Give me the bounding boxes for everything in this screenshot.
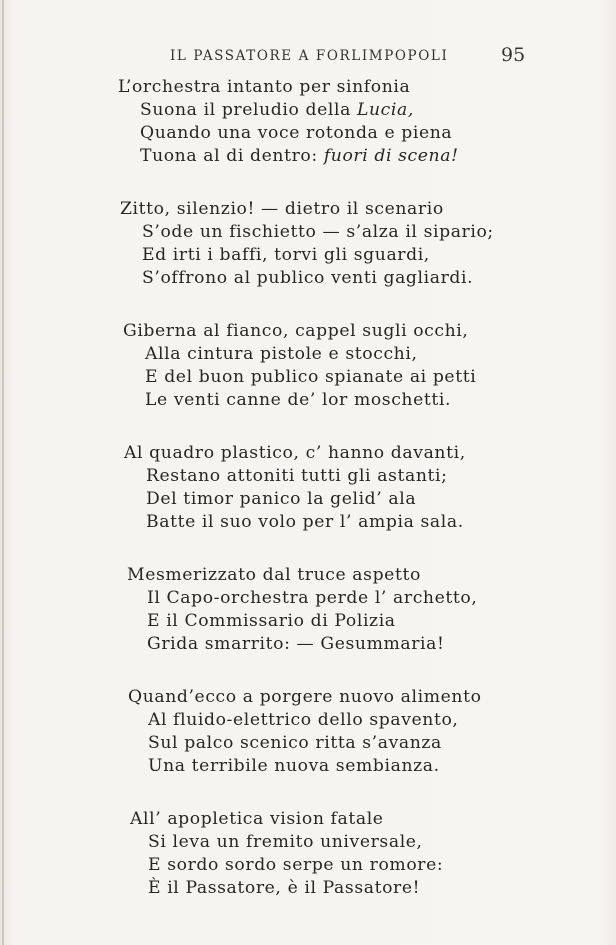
verse-line: Grida smarrito: — Gesummaria! <box>147 634 445 654</box>
page-header <box>0 44 616 68</box>
stanza-5 <box>0 564 616 656</box>
verse-line: All’ apopletica vision fatale <box>130 809 384 829</box>
stanza-6 <box>0 686 616 778</box>
stanza-7 <box>0 808 616 900</box>
verse-line: Giberna al fianco, cappel sugli occhi, <box>123 321 469 341</box>
verse-line: L’orchestra intanto per sinfonia <box>118 77 411 97</box>
verse-line: E il Commissario di Polizia <box>147 611 396 631</box>
verse-line: Alla cintura pistole e stocchi, <box>145 344 418 364</box>
verse-line: Una terribile nuova sembianza. <box>148 756 440 776</box>
poem-body <box>0 76 616 930</box>
verse-line: Quando una voce rotonda e piena <box>140 123 453 143</box>
verse-line: Sul palco scenico ritta s’avanza <box>148 733 442 753</box>
running-title: IL PASSATORE A FORLIMPOPOLI <box>170 48 449 64</box>
stanza-2 <box>0 198 616 290</box>
stanza-1 <box>0 76 616 168</box>
verse-line: È il Passatore, è il Passatore! <box>148 878 421 898</box>
verse-italic-text: fuori di scena! <box>323 146 459 166</box>
verse-text: Tuona al di dentro: <box>140 146 324 166</box>
stanza-3 <box>0 320 616 412</box>
verse-line: S’ode un fischietto — s’alza il sipario; <box>142 222 494 242</box>
verse-line: Restano attoniti tutti gli astanti; <box>146 466 448 486</box>
page-number: 95 <box>501 44 526 66</box>
verse-line: Al quadro plastico, c’ hanno davanti, <box>124 443 466 463</box>
verse-line: E del buon publico spianate ai petti <box>145 367 477 387</box>
verse-line: S’offrono al publico venti gagliardi. <box>142 268 474 288</box>
verse-line: Batte il suo volo per l’ ampia sala. <box>146 512 464 532</box>
verse-line: Quand’ecco a porgere nuovo alimento <box>128 687 482 707</box>
verse-line <box>0 145 616 168</box>
verse-line: Si leva un fremito universale, <box>148 832 423 852</box>
verse-line: Le venti canne de’ lor moschetti. <box>145 390 452 410</box>
verse-italic-text: Lucia, <box>356 100 414 120</box>
verse-line: Il Capo-orchestra perde l’ archetto, <box>147 588 478 608</box>
verse-line: E sordo sordo serpe un romore: <box>148 855 444 875</box>
verse-line: Mesmerizzato dal truce aspetto <box>127 565 421 585</box>
verse-line: Al fluido-elettrico dello spavento, <box>148 710 459 730</box>
verse-line: Ed irti i baffi, torvi gli sguardi, <box>142 245 430 265</box>
verse-line: Zitto, silenzio! — dietro il scenario <box>120 199 444 219</box>
stanza-4 <box>0 442 616 534</box>
verse-line: Del timor panico la gelid’ ala <box>146 489 417 509</box>
verse-text: Suona il preludio della <box>140 100 357 120</box>
verse-line <box>0 99 616 122</box>
